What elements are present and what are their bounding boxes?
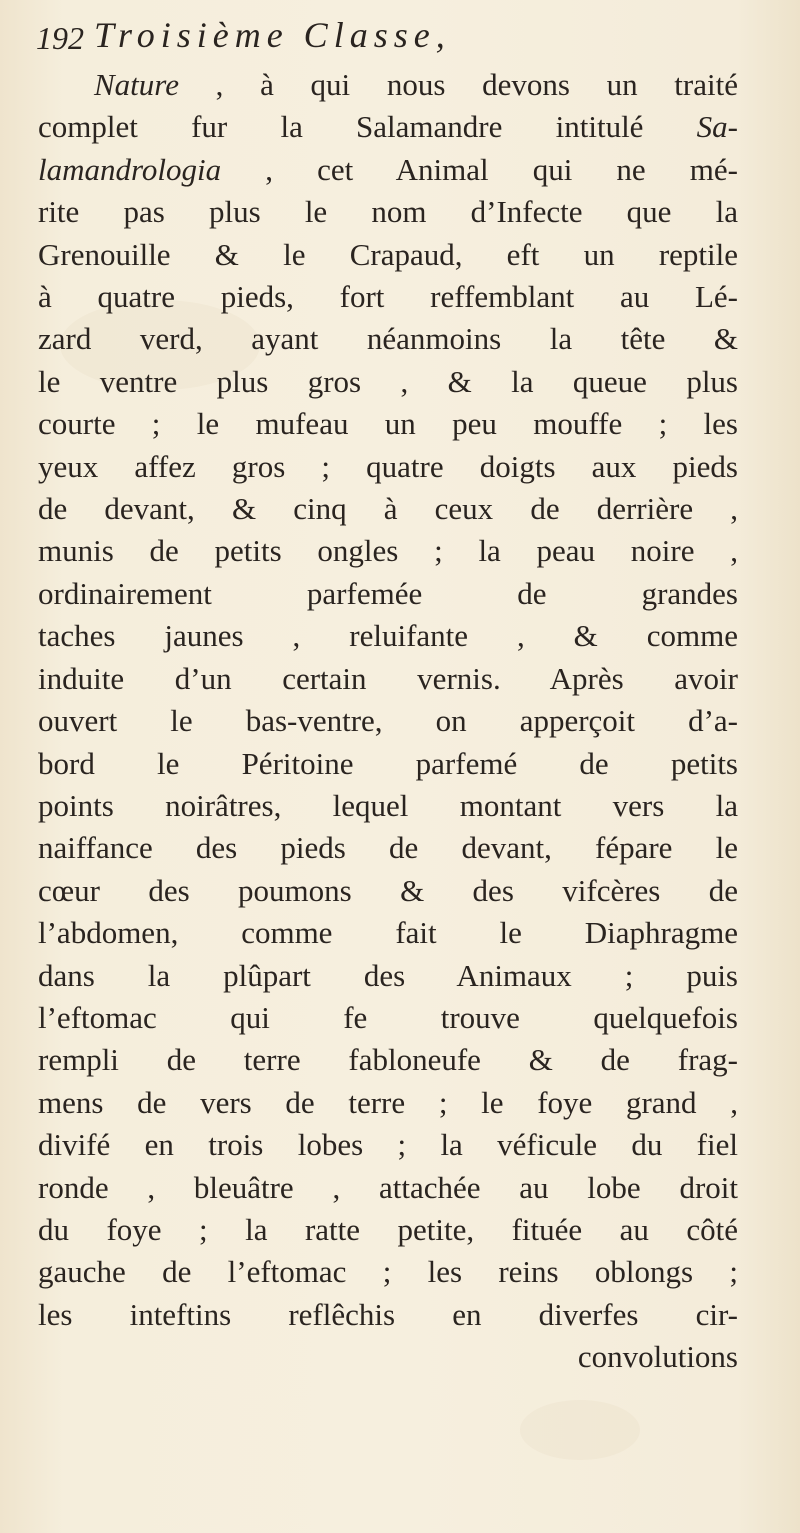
text-line	[38, 1082, 738, 1124]
line-text: munis de petits ongles ; la peau noire ,	[38, 533, 738, 569]
line-text: courte ; le mufeau un peu mouffe ; les	[38, 406, 738, 442]
line-text: ouvert le bas-ventre, on apperçoit d’a-	[38, 703, 738, 739]
line-text: dans la plûpart des Animaux ; puis	[38, 957, 738, 993]
line-text: ronde , bleuâtre , attachée au lobe droit	[38, 1169, 738, 1205]
text-line	[38, 700, 738, 742]
line-text: , à qui nous devons un traité	[178, 67, 738, 102]
text-line	[38, 827, 738, 869]
text-line	[38, 361, 738, 403]
text-line	[38, 1039, 738, 1081]
text-line	[38, 530, 738, 572]
text-line	[38, 1209, 738, 1251]
text-line	[38, 64, 738, 106]
line-text: induite d’un certain vernis. Après avoir	[38, 660, 738, 696]
line-text: du foye ; la ratte petite, fituée au côté	[38, 1211, 738, 1247]
text-line	[38, 191, 738, 233]
text-line	[38, 743, 738, 785]
text-line	[38, 318, 738, 360]
page-header	[36, 14, 776, 64]
line-text: taches jaunes , reluifante , & comme	[38, 618, 738, 654]
paper-stain	[520, 1400, 640, 1460]
line-text: points noirâtres, lequel montant vers la	[38, 787, 738, 823]
line-text: rempli de terre fabloneufe & de frag-	[38, 1042, 738, 1078]
text-line	[38, 785, 738, 827]
text-line	[38, 870, 738, 912]
line-text: rite pas plus le nom d’Infecte que la	[38, 194, 738, 230]
text-line	[38, 276, 738, 318]
text-line	[38, 1167, 738, 1209]
italic-term: lamandrologia	[38, 151, 222, 187]
text-line	[38, 997, 738, 1039]
line-text: le ventre plus gros , & la queue plus	[38, 363, 738, 399]
text-line	[38, 615, 738, 657]
line-text: naiffance des pieds de devant, fépare le	[38, 830, 738, 866]
line-text: ordinairement parfemée de grandes	[38, 575, 738, 611]
catchword: convolutions	[577, 1339, 738, 1375]
text-line	[38, 1294, 738, 1336]
text-line	[38, 446, 738, 488]
line-text: zard verd, ayant néanmoins la tête &	[38, 321, 738, 357]
text-line	[38, 658, 738, 700]
line-text: de devant, & cinq à ceux de derrière ,	[38, 491, 738, 527]
text-line	[38, 1251, 738, 1293]
line-text: cœur des poumons & des vifcères de	[38, 872, 738, 908]
line-text: yeux affez gros ; quatre doigts aux pieds	[38, 448, 738, 484]
line-text: complet fur la Salamandre intitulé	[38, 109, 697, 145]
line-text: gauche de l’eftomac ; les reins oblongs ;	[38, 1254, 738, 1290]
line-text: divifé en trois lobes ; la véficule du fiel	[38, 1127, 738, 1163]
text-line	[38, 955, 738, 997]
text-line	[38, 573, 738, 615]
line-text: l’abdomen, comme fait le Diaphragme	[38, 915, 738, 951]
line-text: l’eftomac qui fe trouve quelquefois	[38, 999, 738, 1035]
line-text: les inteftins reflêchis en diverfes cir-	[38, 1296, 738, 1332]
text-line	[38, 149, 738, 191]
line-text: mens de vers de terre ; le foye grand ,	[38, 1084, 738, 1120]
italic-term: Nature	[94, 67, 179, 102]
line-text: , cet Animal qui ne mé-	[221, 151, 738, 187]
text-line	[38, 1124, 738, 1166]
running-title: Troisième Classe,	[94, 15, 451, 55]
text-line	[38, 403, 738, 445]
body-text	[38, 64, 738, 1379]
italic-term: Sa-	[696, 109, 738, 145]
page-number: 192	[36, 20, 84, 56]
text-line	[38, 106, 738, 148]
line-text: Grenouille & le Crapaud, eft un reptile	[38, 236, 738, 272]
text-line	[38, 488, 738, 530]
text-line	[38, 234, 738, 276]
line-text: bord le Péritoine parfemé de petits	[38, 745, 738, 781]
line-text: à quatre pieds, fort reffemblant au Lé-	[38, 279, 738, 315]
text-line	[38, 912, 738, 954]
